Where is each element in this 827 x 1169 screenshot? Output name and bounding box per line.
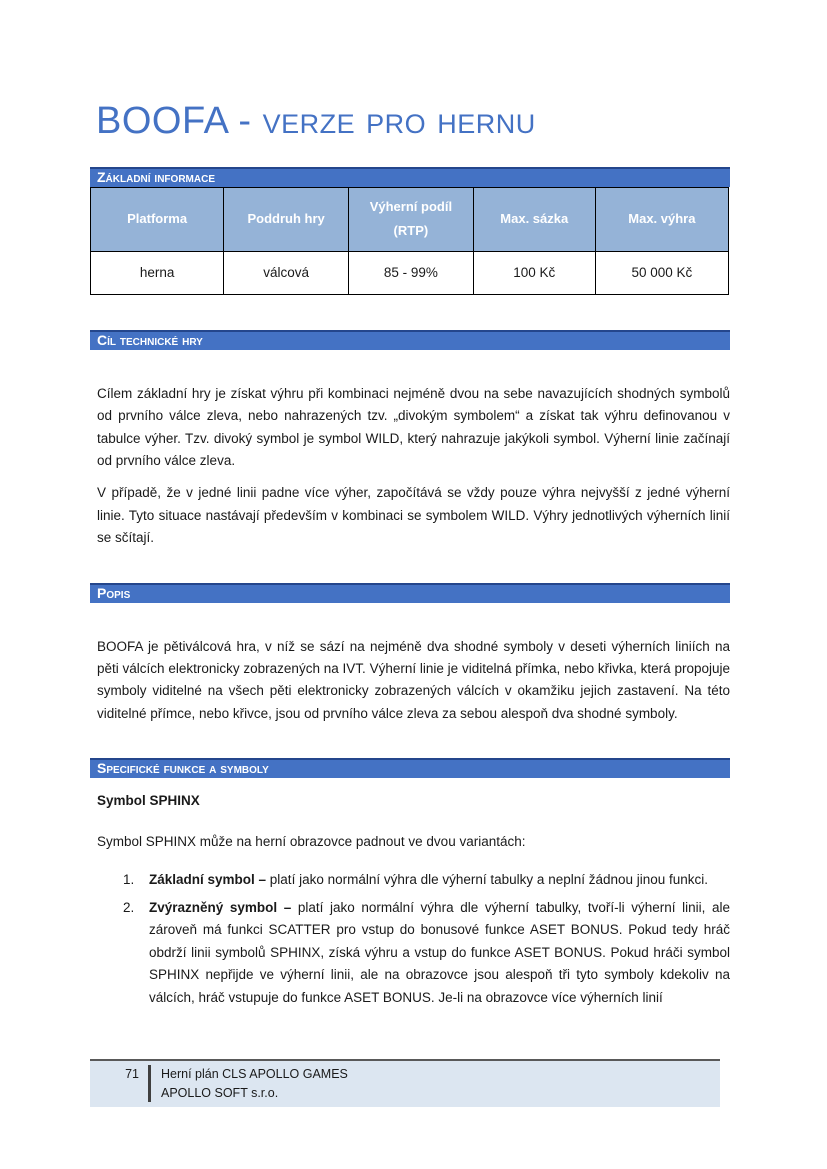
list-item-number: 2. xyxy=(123,900,135,916)
info-table-head xyxy=(91,187,729,251)
table-header-max-vyhra: Max. výhra xyxy=(595,187,728,251)
paragraph-sphinx-intro: Symbol SPHINX může na herní obrazovce padnout ve dvou variantách: xyxy=(97,834,526,850)
table-header-max-sazka: Max. sázka xyxy=(473,187,595,251)
table-header-row xyxy=(91,187,729,251)
info-table-body xyxy=(91,251,729,294)
table-header-vyherni-podil: Výherní podíl (RTP) xyxy=(349,187,474,251)
section-header-zakladni-informace xyxy=(90,167,730,187)
list-item-bold-lead: Zvýrazněný symbol – xyxy=(149,900,298,916)
subheading-symbol-sphinx: Symbol SPHINX xyxy=(97,793,200,809)
section-header-popis xyxy=(90,583,730,603)
section-header-cil-technicke-hry xyxy=(90,330,730,350)
table-cell-platforma: herna xyxy=(91,251,224,294)
section-header-label: Specifické funkce a symboly xyxy=(97,760,269,777)
list-item-text: platí jako normální výhra dle výherní tabulky, tvoří-li výherní linii, ale zároveň má funkci SCATTER pro vstup do bonusové funkce ASET BONUS. Pokud tedy hráč obdrží linii symbolů SPHINX, získá výhru a vstup do funkce ASET BONUS. Pokud hráči symbol SPHINX nepřijde ve výherní linii, ale na obrazovce jsou alespoň tři tyto symboly kdekoliv na válcích, hráč vstupuje do funkce ASET BONUS. Je-li na obrazovce více výherních linií xyxy=(149,900,730,1005)
page-title: BOOFA - verze pro hernu xyxy=(96,100,536,142)
table-header-platforma: Platforma xyxy=(91,187,224,251)
list-item-number: 1. xyxy=(123,871,135,887)
section-header-label: Cíl technické hry xyxy=(97,331,203,348)
info-table xyxy=(90,187,729,295)
table-row xyxy=(91,251,729,294)
paragraph-cil-2: V případě, že v jedné linii padne více výher, započítává se vždy pouze výhra nejvyšší z jedné výherní linie. Tyto situace nastávají především v kombinaci se symbolem WILD. Výhry jednotlivých výherních linií se sčítají. xyxy=(97,485,730,546)
table-cell-poddruh-hry: válcová xyxy=(224,251,349,294)
paragraph-popis: BOOFA je pětiválcová hra, v níž se sází na nejméně dva shodné symboly v deseti výherních liniích na pěti válcích elektronicky zobrazených na IVT. Výherní linie je viditelná přímka, nebo křivka, která propojuje symboly viditelné na všech pěti elektronicky zobrazených válcích v okamžiku jejich zastavení. Na této viditelné přímce, nebo křivce, jsou od prvního válce zleva za sebou alespoň dva shodné symboly. xyxy=(97,638,730,721)
table-cell-max-sazka: 100 Kč xyxy=(473,251,595,294)
footer-separator-bar xyxy=(148,1065,151,1102)
list-item-text: platí jako normální výhra dle výherní tabulky a neplní žádnou jinou funkci. xyxy=(269,871,709,887)
table-header-poddruh-hry: Poddruh hry xyxy=(224,187,349,251)
footer-line-2: APOLLO SOFT s.r.o. xyxy=(161,1085,279,1100)
section-header-specificke-funkce xyxy=(90,758,730,778)
page-number: 71 xyxy=(125,1067,139,1081)
table-cell-max-vyhra: 50 000 Kč xyxy=(595,251,728,294)
list-item xyxy=(90,869,730,891)
paragraph-cil-1: Cílem základní hry je získat výhru při kombinaci nejméně dvou na sebe navazujících shodných symbolů od prvního válce zleva, nebo nahrazených tzv. „divokým symbolem“ a získat tak výhru definovanou v tabulce výher. Tzv. divoký symbol je symbol WILD, který nahrazuje jakýkoli symbol. Výherní linie začínají od prvního válce zleva. xyxy=(97,385,730,469)
footer-line-1: Herní plán CLS APOLLO GAMES xyxy=(161,1067,348,1081)
page-footer xyxy=(90,1059,720,1107)
table-cell-vyherni-podil: 85 - 99% xyxy=(349,251,474,294)
section-header-label: Popis xyxy=(97,584,131,601)
list-item-bold-lead: Základní symbol – xyxy=(149,871,270,887)
list-item xyxy=(90,897,730,1009)
footer-text xyxy=(161,1065,348,1102)
section-header-label: Základní informace xyxy=(97,168,215,185)
sphinx-variants-list xyxy=(90,869,730,1009)
